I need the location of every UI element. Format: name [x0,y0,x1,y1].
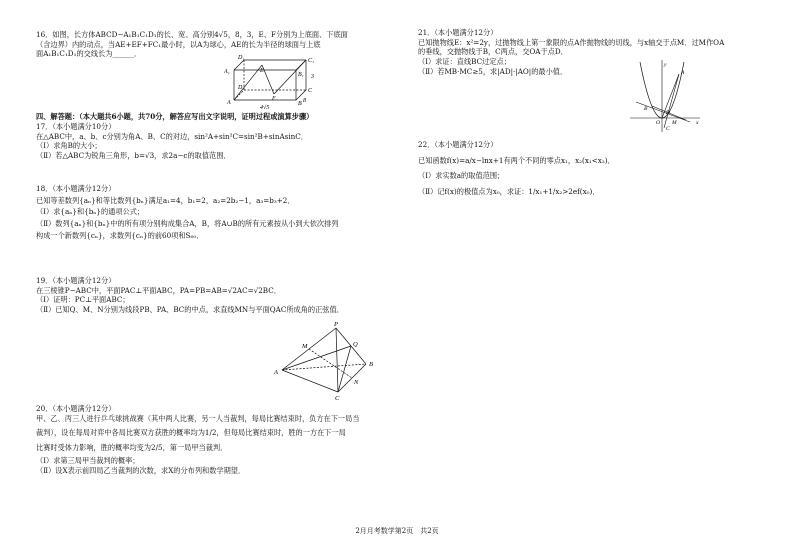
label-O: O [656,120,660,126]
q20-line-3: 裁判），设在每局对弈中各局比赛双方获胜的概率均为1/2，但每局比赛结束时，胜的一方在下一局 [36,428,346,438]
q18-line-2: 已知等差数列{aₙ}和等比数列{bₙ}满足a₁=4，b₁=2，a₂=2b₂−1，a₃=b₃+2． [36,195,295,205]
q21-line-4: （Ⅰ）求证：直线BC过定点； [418,57,511,67]
q16-line-3: 面A₁B₁C₁D₁的交线长为______． [36,49,142,59]
q20-line-2: 甲、乙、丙三人进行乒乓球挑战赛（其中两人比赛，另一人当裁判，每局比赛结束时，负方在下一局当 [36,413,360,423]
question-17 [36,122,308,161]
label-E: E [260,68,264,74]
q20-line-6: （Ⅱ）设X表示前四局乙当裁判的次数，求X的分布列和数学期望． [36,465,246,475]
q20-line-5: （Ⅰ）求第三局甲当裁判的概率； [36,455,140,465]
q18-line-1: 18．（本小题满分12分） [36,184,116,193]
pyramid-diagram [270,318,382,402]
label-B: B [644,106,648,112]
q19-line-2: 在三棱锥P−ABC中，平面PAC⊥平面ABC，PA=PB=AB=√2AC=√2BC． [36,285,281,295]
page-footer: 2月月考数学第2页 共2页 [355,527,439,535]
q20-line-4: 比赛时受体力影响，胜的概率均变为2/5，第一局甲当裁判． [36,443,228,453]
label-C1: C₁ [308,58,315,64]
label-A: A [681,70,685,76]
label-D1: D₁ [238,55,245,61]
q19-line-1: 19．（本小题满分12分） [36,276,116,285]
section-4-heading: 四、解答题：（本大题共6小题，共70分，解答应写出文字说明，证明过程或演算步骤） [36,112,314,121]
q22-line-3: （Ⅰ）求实数a的取值范围； [418,171,505,181]
label-y: y [664,62,667,68]
q17-line-3: （Ⅰ）求角B的大小； [36,141,102,151]
q22-line-2: 已知函数f(x)=a/x−lnx+1有两个不同的零点x₁，x₂(x₁<x₂)． [418,155,615,165]
q16-line-1: 16．如图，长方体ABCD−A₁B₁C₁D₁的长、宽、高分别4√5，8，3，E、F分别为上底面、下底面 [36,30,348,39]
label-D: D [238,85,243,91]
label-F: F [272,96,276,102]
label-C: C [335,395,340,402]
q21-line-2: 已知抛物线E：x²=2y，过抛物线上第一象限的点A作抛物线的切线，与x轴交于点M．过M作OA [418,37,725,47]
label-B1: B₁ [298,72,304,78]
q16-line-2: （含边界）内的动点，当AE+EF+FC₁最小时，以A为球心，AE的长为半径的球面与上底 [36,39,321,49]
q20-line-1: 20．（本小题满分12分） [36,404,116,413]
label-Q: Q [353,341,358,348]
label-M: M [302,343,308,350]
label-A: A [227,100,231,106]
label-C: C [308,88,313,94]
label-D: D [666,110,670,116]
q21-line-3: 的垂线，交抛物线于B，C两点，交OA于点D． [418,47,568,57]
q17-line-1: 17．（本小题满分10分） [36,122,116,131]
q21-line-1: 21．（本小题满分12分） [418,28,498,37]
label-x: x [696,120,699,126]
label-M: M [672,120,677,126]
cuboid-diagram [222,54,322,112]
q22-line-1: 22．（本小题满分12分） [418,140,498,149]
label-length: 4√5 [260,105,270,111]
label-C: C [666,126,670,132]
q18-line-4: （Ⅱ）数列{aₙ}和{bₙ}中的所有项分别构成集合A，B，将A∪B的所有元素按从小到大依次排列 [36,219,339,229]
q17-line-2: 在△ABC中，a、b、c分别为角A、B、C的对边，sin²A+sin²C=sin²B+sinAsinC． [36,131,308,141]
q22-line-4: （Ⅱ）记f(x)的极值点为x₀，求证：1/x₁+1/x₂>2ef(x₀)． [418,187,600,197]
parabola-diagram [628,58,702,134]
label-P: P [334,321,338,328]
q18-line-3: （Ⅰ）求{aₙ}和{bₙ}的通项公式； [36,207,145,217]
label-A1: A₁ [224,69,230,75]
label-B: B [369,361,373,368]
q17-line-4: （Ⅱ）若△ABC为锐角三角形，b=√3，求2a−c的取值范围． [36,151,231,161]
q21-line-5: （Ⅱ）若MB·MC≥5，求|AD|·|AO|的最小值． [418,66,568,76]
question-22 [418,140,615,197]
q19-line-4: （Ⅱ）已知Q、M、N分别为线段PB、PA、BC的中点，求直线MN与平面QAC所成角的正弦值． [36,305,344,315]
question-19 [36,276,344,315]
question-20 [36,404,359,475]
q18-line-5: 构成一个新数列{cₙ}，求数列{cₙ}的前60项和S₆₀． [36,230,204,240]
question-18 [36,184,338,241]
q19-line-3: （Ⅰ）证明：PC⊥平面ABC； [36,295,130,305]
label-width: 8 [303,98,306,104]
label-height: 3 [311,74,314,80]
label-B: B [298,101,302,107]
label-A: A [274,369,278,376]
label-N: N [354,379,359,386]
